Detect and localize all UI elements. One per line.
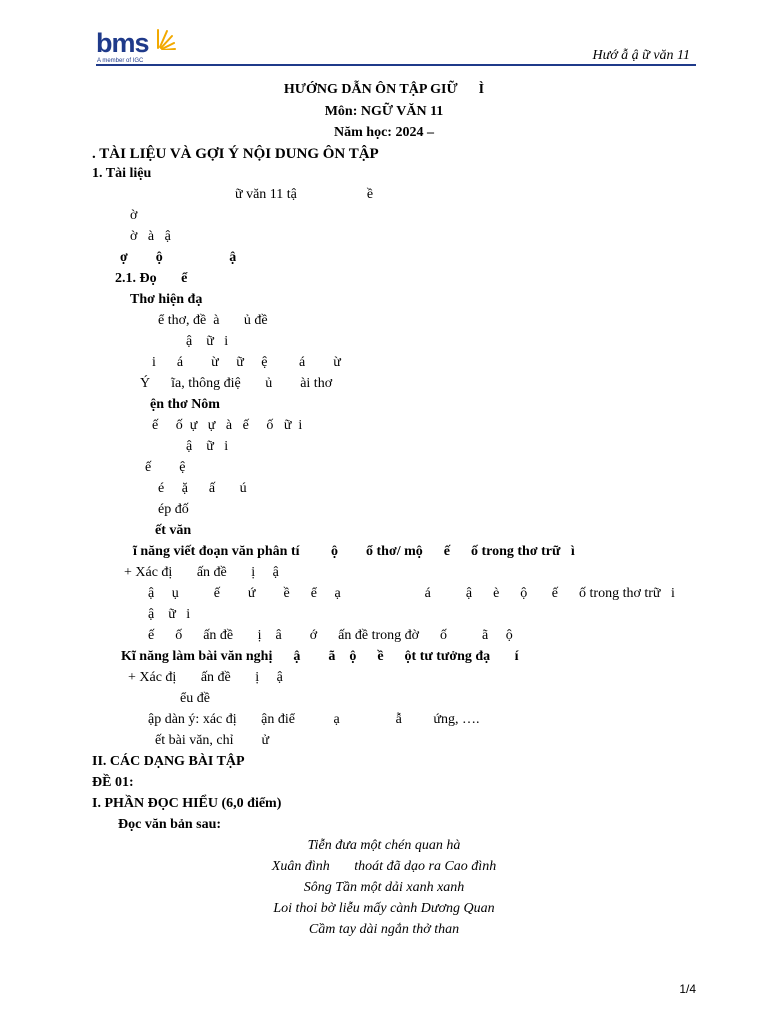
text-line: ép đố (158, 502, 189, 517)
header-divider (96, 64, 696, 66)
text-line: ể thơ, đề à ủ đề (158, 313, 268, 328)
text-line: ế ệ (145, 460, 186, 475)
text-line: ểu đề (180, 691, 210, 706)
text-line: ế ố ấn đề ị â ớ ấn đề trong đờ ố ã ộ (148, 628, 513, 643)
poem-line: Sông Tần một dải xanh xanh (303, 880, 465, 895)
subject-line: Môn: NGỮ VĂN 11 (324, 104, 444, 119)
poem-line: Tiễn đưa một chén quan hà (307, 838, 461, 853)
instruction-line: Đọc văn bản sau: (118, 817, 222, 832)
text-line: ậ ữ i (186, 439, 229, 454)
subheading: Thơ hiện đạ (130, 292, 203, 307)
text-line: + Xác đị ấn đề ị ậ (128, 670, 283, 685)
subheading: ết văn (155, 523, 192, 538)
text-line: ế ố ự ự à ế ố ữ i (152, 418, 303, 433)
text-line: Ý ĩa, thông điệ ủ ài thơ (140, 376, 333, 391)
subheading: 2.1. Đọ ể (115, 271, 188, 286)
text-line: ậ ữ i (148, 607, 191, 622)
text-line: ợ ộ ậ (120, 250, 237, 265)
part-heading: I. PHẦN ĐỌC HIỂU (6,0 điểm) (92, 796, 282, 811)
logo-wordmark: bms (96, 28, 149, 58)
poem-line: Cầm tay dài ngắn thở than (308, 922, 460, 937)
subheading: ện thơ Nôm (150, 397, 220, 412)
text-line: + Xác đị ấn đề ị ậ (124, 565, 279, 580)
running-header: Hướ ẫ ậ ữ văn 11 (592, 48, 690, 63)
exam-label: ĐỀ 01: (92, 775, 134, 790)
doc-title: HƯỚNG DẪN ÔN TẬP GIỮ Ì (283, 82, 485, 97)
page-number: 1/4 (679, 982, 696, 996)
skill-heading: ĩ năng viết đoạn văn phân tí ộ ổ thơ/ mộ ế ố trong thơ trữ ì (133, 544, 575, 559)
subheading: 1. Tài liệu (92, 166, 152, 181)
logo-tagline: A member of IGC (97, 58, 144, 64)
section-heading: . TÀI LIỆU VÀ GỢI Ý NỘI DUNG ÔN TẬP (92, 146, 379, 162)
text-line: i á ừ ữ ệ á ừ (152, 355, 341, 370)
sunburst-icon (154, 26, 176, 50)
school-year-line: Năm học: 2024 – (334, 125, 434, 140)
section-heading: II. CÁC DẠNG BÀI TẬP (92, 754, 245, 769)
text-line: é ặ ấ ú (158, 481, 247, 496)
poem-line: Xuân đình thoát đã dạo ra Cao đình (271, 859, 497, 874)
skill-heading: Kĩ năng làm bài văn nghị ậ ã ộ ề ột tư tưởng đạ í (121, 649, 519, 664)
text-line: ờ à ậ (130, 229, 171, 244)
text-line: ậ ụ ế ứ ề ể ạ á ậ è ộ ế ố trong thơ trữ i (148, 586, 675, 601)
text-line: ập dàn ý: xác đị ận điể ạ ẫ ứng, …. (148, 712, 480, 727)
text-line: ờ (130, 208, 138, 223)
poem-line: Loi thoi bờ liễu mấy cành Dương Quan (273, 901, 495, 916)
text-line: ữ văn 11 tậ ề (235, 187, 374, 202)
text-line: ết bài văn, chỉ ử (155, 733, 270, 748)
text-line: ậ ữ i (186, 334, 229, 349)
